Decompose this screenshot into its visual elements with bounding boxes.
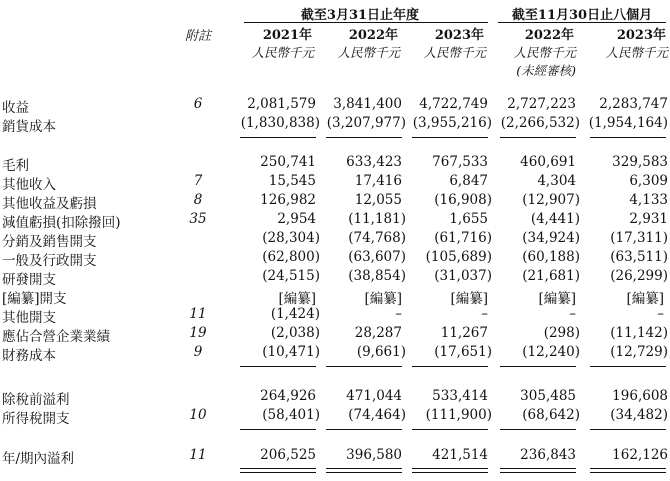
cell-value: (1,424) bbox=[270, 306, 320, 322]
year-header: 2022年 bbox=[348, 28, 398, 43]
cell-value: 767,533 bbox=[432, 154, 488, 170]
cell-value: – bbox=[569, 306, 576, 322]
year-header: 2021年 bbox=[262, 28, 312, 43]
cell-value: (2,038) bbox=[270, 325, 320, 341]
row-label: 一般及行政開支 bbox=[2, 253, 97, 269]
cell-value: (12,729) bbox=[610, 344, 668, 360]
subtotal-line bbox=[326, 366, 402, 367]
cell-value: 421,514 bbox=[432, 447, 488, 463]
total-double-line bbox=[326, 468, 402, 473]
cell-value: – bbox=[657, 306, 664, 322]
cell-value: 126,982 bbox=[260, 192, 316, 208]
table-row bbox=[0, 325, 670, 343]
cell-value: 196,608 bbox=[612, 388, 668, 404]
cell-value: 2,931 bbox=[629, 211, 668, 227]
cell-value: 1,655 bbox=[449, 211, 488, 227]
subtotal-line bbox=[326, 429, 402, 430]
table-row bbox=[0, 115, 670, 133]
cell-value: (63,607) bbox=[348, 249, 406, 265]
row-note: 19 bbox=[189, 325, 207, 341]
table-row bbox=[0, 407, 670, 425]
cell-value: (2,266,532) bbox=[500, 115, 580, 131]
cell-value: 2,283,747 bbox=[599, 96, 668, 112]
table-row bbox=[0, 154, 670, 172]
table-row bbox=[0, 211, 670, 229]
cell-value: (1,830,838) bbox=[240, 115, 320, 131]
cell-value: 2,954 bbox=[277, 211, 316, 227]
cell-value: (74,768) bbox=[348, 230, 406, 246]
table-row bbox=[0, 388, 670, 406]
table-row bbox=[0, 249, 670, 267]
row-label: 收益 bbox=[2, 100, 29, 116]
subtotal-line bbox=[240, 429, 316, 430]
row-note: 10 bbox=[189, 407, 207, 423]
row-label: 其他收益及虧損 bbox=[2, 196, 97, 212]
subtotal-line bbox=[326, 137, 402, 138]
unit-header: 人民幣千元 bbox=[251, 45, 314, 60]
row-note: 11 bbox=[189, 447, 207, 463]
row-note: 6 bbox=[193, 96, 203, 112]
cell-value: (34,482) bbox=[610, 407, 668, 423]
cell-value: 329,583 bbox=[612, 154, 668, 170]
row-note: 11 bbox=[189, 306, 207, 322]
total-double-line bbox=[500, 468, 576, 473]
cell-value: 2,081,579 bbox=[247, 96, 316, 112]
subtotal-line bbox=[590, 137, 666, 138]
row-label: 除稅前溢利 bbox=[2, 392, 70, 408]
row-label: 所得稅開支 bbox=[2, 411, 70, 427]
cell-value: [編纂] bbox=[626, 291, 664, 307]
cell-value: (31,037) bbox=[434, 268, 492, 284]
subtotal-line bbox=[590, 429, 666, 430]
table-row bbox=[0, 344, 670, 362]
subtotal-line bbox=[412, 429, 488, 430]
unit-header: 人民幣千元 bbox=[337, 45, 400, 60]
cell-value: 250,741 bbox=[260, 154, 316, 170]
cell-value: [編纂] bbox=[364, 291, 402, 307]
unit-header: 人民幣千元 bbox=[423, 45, 486, 60]
cell-value: 162,126 bbox=[612, 447, 668, 463]
row-label: 應佔合營企業業績 bbox=[2, 329, 110, 345]
table-row bbox=[0, 447, 670, 465]
row-label: 其他開支 bbox=[2, 310, 56, 326]
row-label: 減值虧損(扣除撥回) bbox=[2, 215, 121, 231]
row-label: 研發開支 bbox=[2, 272, 56, 288]
cell-value: (17,311) bbox=[610, 230, 668, 246]
cell-value: (34,924) bbox=[522, 230, 580, 246]
cell-value: 471,044 bbox=[346, 388, 402, 404]
cell-value: (3,207,977) bbox=[326, 115, 406, 131]
cell-value: (4,441) bbox=[530, 211, 580, 227]
cell-value: 396,580 bbox=[346, 447, 402, 463]
year-header: 2023年 bbox=[616, 28, 666, 43]
cell-value: 264,926 bbox=[260, 388, 316, 404]
cell-value: (68,642) bbox=[522, 407, 580, 423]
cell-value: (11,181) bbox=[348, 211, 406, 227]
table-row bbox=[0, 230, 670, 248]
subtotal-line bbox=[500, 137, 576, 138]
cell-value: 6,847 bbox=[449, 173, 488, 189]
group-header-year-ended: 截至3月31日止年度 bbox=[300, 8, 420, 23]
total-double-line bbox=[240, 468, 316, 473]
cell-value: (21,681) bbox=[522, 268, 580, 284]
cell-value: 15,545 bbox=[268, 173, 316, 189]
subtotal-line bbox=[500, 429, 576, 430]
cell-value: (10,471) bbox=[262, 344, 320, 360]
cell-value: (26,299) bbox=[610, 268, 668, 284]
cell-value: (105,689) bbox=[425, 249, 492, 265]
cell-value: 4,304 bbox=[537, 173, 576, 189]
cell-value: 4,722,749 bbox=[419, 96, 488, 112]
row-label: 分銷及銷售開支 bbox=[2, 234, 97, 250]
table-row bbox=[0, 287, 670, 305]
cell-value: 633,423 bbox=[346, 154, 402, 170]
cell-value: 206,525 bbox=[260, 447, 316, 463]
subtotal-line bbox=[412, 137, 488, 138]
cell-value: (3,955,216) bbox=[412, 115, 492, 131]
row-label: 毛利 bbox=[2, 158, 29, 174]
total-double-line bbox=[590, 468, 666, 473]
subtotal-line bbox=[240, 137, 316, 138]
note-column-header: 附註 bbox=[184, 29, 211, 44]
row-label: 年/期內溢利 bbox=[2, 451, 75, 467]
table-row bbox=[0, 192, 670, 210]
cell-value: 17,416 bbox=[354, 173, 402, 189]
row-note: 8 bbox=[193, 192, 203, 208]
cell-value: (24,515) bbox=[262, 268, 320, 284]
table-row bbox=[0, 306, 670, 324]
cell-value: 3,841,400 bbox=[333, 96, 402, 112]
cell-value: (17,651) bbox=[434, 344, 492, 360]
unit-header: 人民幣千元 bbox=[605, 45, 668, 60]
year-header: 2022年 bbox=[524, 28, 574, 43]
cell-value: 4,133 bbox=[629, 192, 668, 208]
row-note: 35 bbox=[189, 211, 207, 227]
cell-value: [編纂] bbox=[278, 291, 316, 307]
cell-value: (11,142) bbox=[610, 325, 668, 341]
unaudited-label: (未經審核) bbox=[516, 63, 576, 78]
cell-value: (61,716) bbox=[434, 230, 492, 246]
year-header: 2023年 bbox=[434, 28, 484, 43]
subtotal-line bbox=[590, 366, 666, 367]
group-header-underline bbox=[244, 22, 488, 23]
cell-value: 305,485 bbox=[520, 388, 576, 404]
cell-value: 460,691 bbox=[520, 154, 576, 170]
row-note: 7 bbox=[193, 173, 203, 189]
cell-value: (298) bbox=[543, 325, 580, 341]
cell-value: (60,188) bbox=[522, 249, 580, 265]
cell-value: (1,954,164) bbox=[588, 115, 668, 131]
cell-value: (12,907) bbox=[522, 192, 580, 208]
cell-value: (63,511) bbox=[610, 249, 668, 265]
cell-value: (28,304) bbox=[262, 230, 320, 246]
cell-value: 533,414 bbox=[432, 388, 488, 404]
row-note: 9 bbox=[193, 344, 203, 360]
cell-value: (38,854) bbox=[348, 268, 406, 284]
subtotal-line bbox=[500, 366, 576, 367]
row-label: 銷貨成本 bbox=[2, 119, 56, 135]
group-header-underline bbox=[498, 22, 666, 23]
table-row bbox=[0, 173, 670, 191]
cell-value: 11,267 bbox=[440, 325, 488, 341]
cell-value: (16,908) bbox=[434, 192, 492, 208]
cell-value: – bbox=[481, 306, 488, 322]
table-row bbox=[0, 268, 670, 286]
total-double-line bbox=[412, 468, 488, 473]
row-label: [編纂]開支 bbox=[2, 291, 67, 307]
cell-value: 12,055 bbox=[354, 192, 402, 208]
cell-value: (74,464) bbox=[348, 407, 406, 423]
row-label: 財務成本 bbox=[2, 348, 56, 364]
subtotal-line bbox=[240, 366, 316, 367]
unit-header: 人民幣千元 bbox=[513, 45, 576, 60]
cell-value: (9,661) bbox=[356, 344, 406, 360]
cell-value: 6,309 bbox=[629, 173, 668, 189]
table-row bbox=[0, 96, 670, 114]
subtotal-line bbox=[412, 366, 488, 367]
cell-value: – bbox=[395, 306, 402, 322]
cell-value: [編纂] bbox=[450, 291, 488, 307]
group-header-eight-months: 截至11月30日止八個月 bbox=[511, 8, 653, 23]
cell-value: (58,401) bbox=[262, 407, 320, 423]
cell-value: [編纂] bbox=[538, 291, 576, 307]
cell-value: (12,240) bbox=[522, 344, 580, 360]
cell-value: 236,843 bbox=[520, 447, 576, 463]
cell-value: (111,900) bbox=[425, 407, 492, 423]
cell-value: (62,800) bbox=[262, 249, 320, 265]
cell-value: 2,727,223 bbox=[507, 96, 576, 112]
row-label: 其他收入 bbox=[2, 177, 56, 193]
cell-value: 28,287 bbox=[354, 325, 402, 341]
